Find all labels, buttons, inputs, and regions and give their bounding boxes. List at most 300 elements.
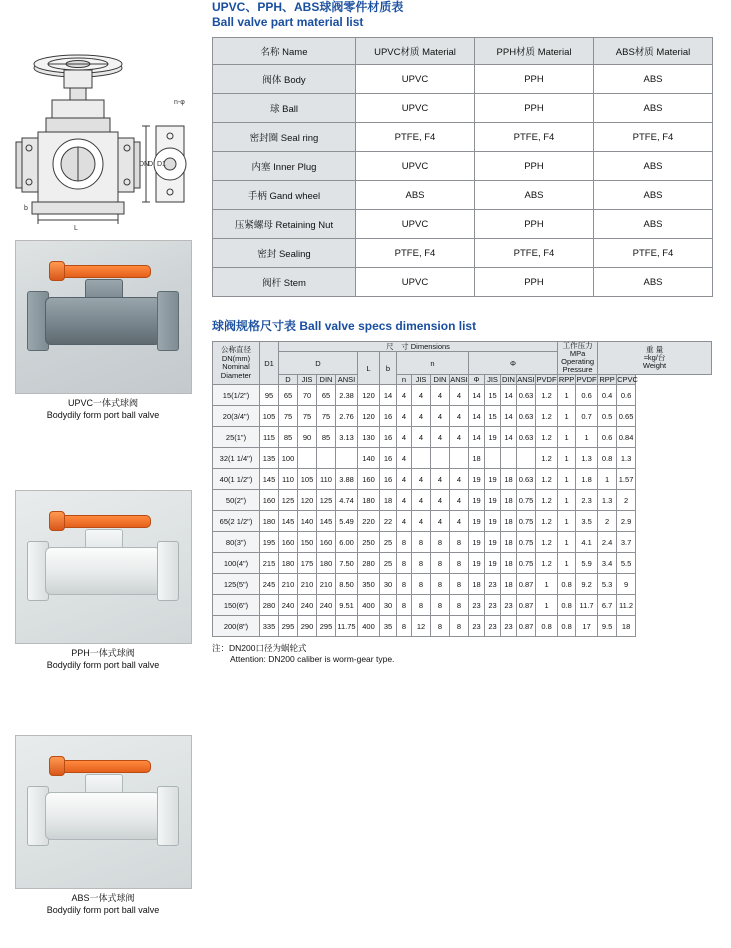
cell-phi: 19 — [469, 553, 485, 574]
cell-n-ansi: 8 — [450, 532, 469, 553]
cell-phi: 19 — [469, 532, 485, 553]
cell-weight-cpvc: 1.57 — [617, 469, 636, 490]
cell-phi-din: 14 — [501, 406, 517, 427]
table-row — [213, 532, 712, 553]
cell-n-jis: 4 — [412, 469, 431, 490]
cell-press-pvdf: 1.2 — [536, 385, 558, 406]
cell-d-jis: 105 — [298, 469, 317, 490]
dimension-table-title — [212, 319, 724, 334]
sub-weight-rpp: RPP — [599, 375, 615, 384]
cell-weight-rpp: 9.5 — [598, 616, 617, 637]
cell-phi-din: 14 — [501, 427, 517, 448]
cell-pph: PPH — [475, 210, 594, 239]
cell-dn: 20(3/4") — [213, 406, 260, 427]
note-cn: 注：DN200口径为蜗轮式 — [212, 643, 307, 653]
cell-press-rpp: 1 — [558, 490, 576, 511]
col-operating-pressure: 工作压力 MPa Operating Pressure — [558, 342, 598, 375]
cell-abs: PTFE, F4 — [594, 123, 713, 152]
cell-b: 30 — [380, 595, 397, 616]
cell-d-jis: 120 — [298, 490, 317, 511]
cell-abs: ABS — [594, 210, 713, 239]
cell-n-ansi — [450, 448, 469, 469]
label-l: L — [74, 225, 78, 231]
cell-upvc: UPVC — [356, 268, 475, 297]
cell-d-ansi: 11.75 — [336, 616, 358, 637]
cell-d: 65 — [279, 385, 298, 406]
cell-b: 16 — [380, 448, 397, 469]
cell-n: 8 — [397, 595, 412, 616]
table-row — [213, 616, 712, 637]
cell-part-name: 阀杆 Stem — [213, 268, 356, 297]
label-b: b — [24, 205, 28, 212]
cell-press-rpp: 1 — [558, 511, 576, 532]
sub-phi-ansi: ANSI — [517, 375, 535, 384]
cell-phi-ansi: 0.75 — [517, 553, 536, 574]
handle-lever — [57, 265, 151, 278]
abs-caption-en: Bodydily form port ball valve — [46, 905, 160, 915]
cell-phi-din: 23 — [501, 616, 517, 637]
cell-d: 125 — [279, 490, 298, 511]
cell-dn: 25(1") — [213, 427, 260, 448]
cell-d-ansi: 6.00 — [336, 532, 358, 553]
valve-body — [45, 297, 161, 345]
cell-n-ansi: 8 — [450, 553, 469, 574]
cell-phi-din: 18 — [501, 469, 517, 490]
sub-phi-jis: JIS — [485, 375, 501, 385]
pph-valve-illustration — [23, 507, 183, 627]
cell-phi-ansi: 0.75 — [517, 532, 536, 553]
cell-d-din: 160 — [317, 532, 336, 553]
cell-n-ansi: 4 — [450, 511, 469, 532]
cell-n-jis — [412, 448, 431, 469]
cell-l: 400 — [358, 595, 380, 616]
cell-phi-jis: 19 — [485, 469, 501, 490]
cell-d-ansi: 8.50 — [336, 574, 358, 595]
abs-caption-cn: ABS一体式球阀 — [71, 893, 135, 903]
cell-n: 4 — [397, 427, 412, 448]
cell-n-din: 8 — [431, 532, 450, 553]
cell-weight-cpvc: 2.9 — [617, 511, 636, 532]
cell-n-jis: 8 — [412, 553, 431, 574]
cell-weight-pvdf: 5.9 — [576, 553, 598, 574]
cell-upvc: UPVC — [356, 94, 475, 123]
cell-l: 350 — [358, 574, 380, 595]
cell-phi: 18 — [469, 448, 485, 469]
cell-weight-pvdf: 2.3 — [576, 490, 598, 511]
cell-weight-rpp: 1 — [598, 469, 617, 490]
cell-part-name: 阀体 Body — [213, 65, 356, 94]
cell-pph: PTFE, F4 — [475, 123, 594, 152]
cell-press-pvdf: 1.2 — [536, 532, 558, 553]
valve-body — [45, 547, 161, 595]
cell-press-rpp: 1 — [558, 427, 576, 448]
valve-flange-right — [157, 786, 179, 846]
col-b: b — [380, 352, 397, 385]
cell-press-pvdf: 0.8 — [536, 616, 558, 637]
cell-d: 85 — [279, 427, 298, 448]
cell-n-ansi: 4 — [450, 385, 469, 406]
cell-press-pvdf: 1.2 — [536, 406, 558, 427]
cell-n-din: 4 — [431, 406, 450, 427]
dim-header-row-3 — [213, 375, 712, 385]
cell-n: 8 — [397, 553, 412, 574]
table-row — [213, 152, 713, 181]
pph-caption-cn: PPH一体式球阀 — [71, 648, 135, 658]
cell-phi-ansi: 0.75 — [517, 511, 536, 532]
table-row — [213, 239, 713, 268]
cell-phi-jis: 23 — [485, 616, 501, 637]
cell-dn: 40(1 1/2") — [213, 469, 260, 490]
cell-dn: 65(2 1/2") — [213, 511, 260, 532]
cell-weight-rpp: 0.6 — [598, 427, 617, 448]
col-nominal-diameter: 公称直径 DN(mm) Nominal Diameter — [213, 342, 260, 385]
dim-header-row-1 — [213, 342, 712, 352]
cell-weight-rpp: 0.5 — [598, 406, 617, 427]
sub-n-jis: JIS — [412, 375, 431, 385]
cell-d1: 135 — [260, 448, 279, 469]
cell-phi-din: 14 — [501, 385, 517, 406]
sub-jis: JIS — [298, 375, 317, 385]
cell-n-jis: 4 — [412, 427, 431, 448]
cell-phi-jis: 19 — [485, 511, 501, 532]
cell-l: 250 — [358, 532, 380, 553]
cell-d1: 280 — [260, 595, 279, 616]
cell-phi-din: 18 — [501, 574, 517, 595]
valve-flange-right — [157, 541, 179, 601]
cell-weight-rpp: 3.4 — [598, 553, 617, 574]
cell-d-jis: 70 — [298, 385, 317, 406]
material-title-cn: UPVC、PPH、ABS球阀零件材质表 — [212, 0, 404, 14]
cell-d: 145 — [279, 511, 298, 532]
table-row — [213, 210, 713, 239]
cell-l: 220 — [358, 511, 380, 532]
upvc-valve-illustration — [23, 257, 183, 377]
cell-d: 240 — [279, 595, 298, 616]
col-pph: PPH材质 Material — [475, 38, 594, 65]
handle-lever — [57, 760, 151, 773]
cell-phi-jis: 19 — [485, 427, 501, 448]
material-table — [212, 37, 713, 297]
abs-caption — [8, 892, 198, 916]
cell-pph: PPH — [475, 268, 594, 297]
cell-phi-ansi: 0.87 — [517, 574, 536, 595]
cell-d-ansi: 3.13 — [336, 427, 358, 448]
cell-d-ansi: 9.51 — [336, 595, 358, 616]
cell-weight-pvdf: 1.8 — [576, 469, 598, 490]
pph-caption-en: Bodydily form port ball valve — [46, 660, 160, 670]
cell-phi: 14 — [469, 427, 485, 448]
right-table-column — [212, 0, 724, 665]
cell-weight-pvdf: 4.1 — [576, 532, 598, 553]
cell-n-jis: 8 — [412, 532, 431, 553]
cell-l: 130 — [358, 427, 380, 448]
cell-d-jis — [298, 448, 317, 469]
cell-n: 4 — [397, 406, 412, 427]
cell-weight-rpp: 0.4 — [598, 385, 617, 406]
sub-ansi: ANSI — [336, 375, 358, 385]
cell-weight-rpp: 0.8 — [598, 448, 617, 469]
cell-b: 16 — [380, 469, 397, 490]
sub-n-ansi: ANSI — [450, 375, 468, 384]
cell-phi-ansi: 0.63 — [517, 406, 536, 427]
cell-l: 180 — [358, 490, 380, 511]
cell-d-ansi — [336, 448, 358, 469]
cell-phi-din: 18 — [501, 532, 517, 553]
cell-n-ansi: 4 — [450, 427, 469, 448]
note-en: Attention: DN200 caliber is worm-gear type. — [230, 654, 395, 664]
cell-n-ansi: 4 — [450, 490, 469, 511]
abs-valve-photo — [15, 735, 192, 889]
upvc-caption-cn: UPVC一体式球阀 — [67, 398, 138, 408]
cell-upvc: PTFE, F4 — [356, 123, 475, 152]
cell-weight-pvdf: 1 — [576, 427, 598, 448]
cell-b: 16 — [380, 427, 397, 448]
table-row — [213, 553, 712, 574]
cell-press-rpp: 0.8 — [558, 616, 576, 637]
cell-l: 160 — [358, 469, 380, 490]
figure-abs — [8, 735, 198, 916]
col-n-group: n — [397, 352, 469, 375]
cell-b: 16 — [380, 406, 397, 427]
cell-dn: 200(8") — [213, 616, 260, 637]
cell-d-jis: 290 — [298, 616, 317, 637]
cell-n-din: 4 — [431, 469, 450, 490]
cell-n-din — [431, 448, 450, 469]
cell-weight-rpp: 1.3 — [598, 490, 617, 511]
cell-phi-ansi: 0.87 — [517, 616, 536, 637]
cell-b: 22 — [380, 511, 397, 532]
cell-dn: 32(1 1/4") — [213, 448, 260, 469]
cell-phi-ansi: 0.75 — [517, 490, 536, 511]
cell-press-pvdf: 1.2 — [536, 469, 558, 490]
cell-dn: 15(1/2") — [213, 385, 260, 406]
cell-d-jis: 150 — [298, 532, 317, 553]
cell-l: 400 — [358, 616, 380, 637]
cell-weight-rpp: 5.3 — [598, 574, 617, 595]
cell-l: 120 — [358, 385, 380, 406]
cell-d-din: 180 — [317, 553, 336, 574]
cell-b: 35 — [380, 616, 397, 637]
table-row — [213, 490, 712, 511]
table-header-row — [213, 38, 713, 65]
sub-press-pvdf: PVDF — [536, 375, 557, 384]
cell-dn: 80(3") — [213, 532, 260, 553]
sub-d: D — [279, 375, 298, 385]
cell-weight-cpvc: 0.84 — [617, 427, 636, 448]
cell-d1: 95 — [260, 385, 279, 406]
col-weight: 重 量 ≈kg/台 Weight — [598, 342, 712, 375]
upvc-caption — [8, 397, 198, 421]
cell-abs: ABS — [594, 65, 713, 94]
cell-dn: 100(4") — [213, 553, 260, 574]
cell-phi-din: 18 — [501, 490, 517, 511]
table-row — [213, 406, 712, 427]
cell-n-jis: 4 — [412, 490, 431, 511]
material-title-en: Ball valve part material list — [212, 15, 364, 29]
cell-weight-rpp: 2.4 — [598, 532, 617, 553]
col-name: 名称 Name — [213, 38, 356, 65]
cell-phi-din: 23 — [501, 595, 517, 616]
cell-l: 140 — [358, 448, 380, 469]
cell-n: 4 — [397, 448, 412, 469]
cell-d-jis: 210 — [298, 574, 317, 595]
cell-weight-rpp: 2 — [598, 511, 617, 532]
cell-n: 4 — [397, 511, 412, 532]
cell-weight-pvdf: 11.7 — [576, 595, 598, 616]
cell-press-pvdf: 1 — [536, 595, 558, 616]
cell-d-jis: 240 — [298, 595, 317, 616]
cell-weight-pvdf: 1.3 — [576, 448, 598, 469]
cell-d-din: 85 — [317, 427, 336, 448]
handle-lever — [57, 515, 151, 528]
cell-press-pvdf: 1.2 — [536, 448, 558, 469]
cell-phi: 19 — [469, 469, 485, 490]
cell-phi: 18 — [469, 574, 485, 595]
cell-pph: PPH — [475, 65, 594, 94]
sub-n: n — [397, 375, 412, 385]
cell-d: 210 — [279, 574, 298, 595]
cell-weight-cpvc: 1.3 — [617, 448, 636, 469]
cell-d-din: 295 — [317, 616, 336, 637]
cell-part-name: 密封圈 Seal ring — [213, 123, 356, 152]
col-dimensions-group: 尺 寸 Dimensions — [279, 342, 558, 352]
cell-abs: ABS — [594, 268, 713, 297]
cell-pph: ABS — [475, 181, 594, 210]
cell-n-din: 8 — [431, 553, 450, 574]
cell-phi-jis: 15 — [485, 385, 501, 406]
cell-pph: PPH — [475, 152, 594, 181]
cell-d-ansi: 5.49 — [336, 511, 358, 532]
cell-d-din: 240 — [317, 595, 336, 616]
cell-weight-cpvc: 0.65 — [617, 406, 636, 427]
cell-phi-jis: 19 — [485, 553, 501, 574]
cell-d-jis: 90 — [298, 427, 317, 448]
dimension-title-en: Ball valve specs dimension list — [299, 319, 477, 333]
cell-weight-cpvc: 0.6 — [617, 385, 636, 406]
cell-d-din: 75 — [317, 406, 336, 427]
cell-phi: 14 — [469, 385, 485, 406]
cell-phi-ansi: 0.63 — [517, 469, 536, 490]
cell-d: 110 — [279, 469, 298, 490]
cell-abs: PTFE, F4 — [594, 239, 713, 268]
table-row — [213, 469, 712, 490]
cell-phi-jis: 19 — [485, 490, 501, 511]
handle-knob — [49, 756, 65, 776]
pph-valve-photo — [15, 490, 192, 644]
cell-phi-din — [501, 448, 517, 469]
cell-upvc: UPVC — [356, 152, 475, 181]
cell-phi-jis: 15 — [485, 406, 501, 427]
cell-dn: 50(2") — [213, 490, 260, 511]
cell-d-din — [317, 448, 336, 469]
cell-n-jis: 4 — [412, 511, 431, 532]
col-phi-group: Φ — [469, 352, 558, 375]
dim-table-body — [213, 385, 712, 637]
cell-n-ansi: 4 — [450, 406, 469, 427]
handle-knob — [49, 261, 65, 281]
cell-n: 4 — [397, 385, 412, 406]
cell-n-din: 4 — [431, 490, 450, 511]
cell-press-rpp: 1 — [558, 406, 576, 427]
cell-n-din: 4 — [431, 385, 450, 406]
valve-body — [45, 792, 161, 840]
cell-press-pvdf: 1.2 — [536, 427, 558, 448]
cell-d1: 245 — [260, 574, 279, 595]
table-row — [213, 123, 713, 152]
cell-d1: 195 — [260, 532, 279, 553]
figure-pph — [8, 490, 198, 671]
cell-d-jis: 175 — [298, 553, 317, 574]
table-note — [212, 643, 724, 665]
cell-d1: 145 — [260, 469, 279, 490]
cell-press-rpp: 0.8 — [558, 574, 576, 595]
label-n-phi: n-φ — [174, 99, 185, 106]
cell-n: 4 — [397, 490, 412, 511]
label-dn: DN — [139, 161, 150, 168]
cell-phi-ansi: 0.63 — [517, 427, 536, 448]
cell-phi: 23 — [469, 616, 485, 637]
cell-d-ansi: 2.76 — [336, 406, 358, 427]
cell-pph: PPH — [475, 94, 594, 123]
cell-weight-pvdf: 0.6 — [576, 385, 598, 406]
cell-press-pvdf: 1.2 — [536, 490, 558, 511]
cell-weight-pvdf: 3.5 — [576, 511, 598, 532]
cell-n-din: 8 — [431, 595, 450, 616]
table-row — [213, 94, 713, 123]
cell-n-jis: 8 — [412, 574, 431, 595]
sub-din: DIN — [317, 375, 336, 385]
sub-n-din: DIN — [431, 375, 450, 385]
cell-d-ansi: 7.50 — [336, 553, 358, 574]
sub-press-rpp: RPP — [558, 375, 575, 384]
cell-abs: ABS — [594, 181, 713, 210]
cell-abs: ABS — [594, 94, 713, 123]
upvc-caption-en: Bodydily form port ball valve — [46, 410, 160, 420]
cell-part-name: 球 Ball — [213, 94, 356, 123]
figure-upvc — [8, 240, 198, 421]
cell-weight-cpvc: 3.7 — [617, 532, 636, 553]
cell-n: 4 — [397, 469, 412, 490]
line-drawing — [8, 6, 198, 231]
pph-caption — [8, 647, 198, 671]
cell-dn: 125(5") — [213, 574, 260, 595]
cell-b: 30 — [380, 574, 397, 595]
ball-valve-section-drawing — [8, 6, 198, 231]
cell-n-din: 4 — [431, 511, 450, 532]
sub-phi: Φ — [469, 375, 485, 385]
cell-weight-cpvc: 9 — [617, 574, 636, 595]
cell-d-ansi: 2.38 — [336, 385, 358, 406]
cell-b: 14 — [380, 385, 397, 406]
cell-d: 295 — [279, 616, 298, 637]
cell-n-jis: 4 — [412, 385, 431, 406]
cell-abs: ABS — [594, 152, 713, 181]
cell-b: 25 — [380, 553, 397, 574]
cell-b: 25 — [380, 532, 397, 553]
cell-n-jis: 8 — [412, 595, 431, 616]
cell-pph: PTFE, F4 — [475, 239, 594, 268]
abs-valve-illustration — [23, 752, 183, 872]
cell-n: 8 — [397, 532, 412, 553]
cell-d-din: 110 — [317, 469, 336, 490]
cell-phi-jis: 23 — [485, 595, 501, 616]
cell-d1: 160 — [260, 490, 279, 511]
cell-l: 280 — [358, 553, 380, 574]
cell-phi-din: 18 — [501, 553, 517, 574]
cell-d1: 115 — [260, 427, 279, 448]
cell-n-ansi: 8 — [450, 595, 469, 616]
cell-n-ansi: 8 — [450, 574, 469, 595]
